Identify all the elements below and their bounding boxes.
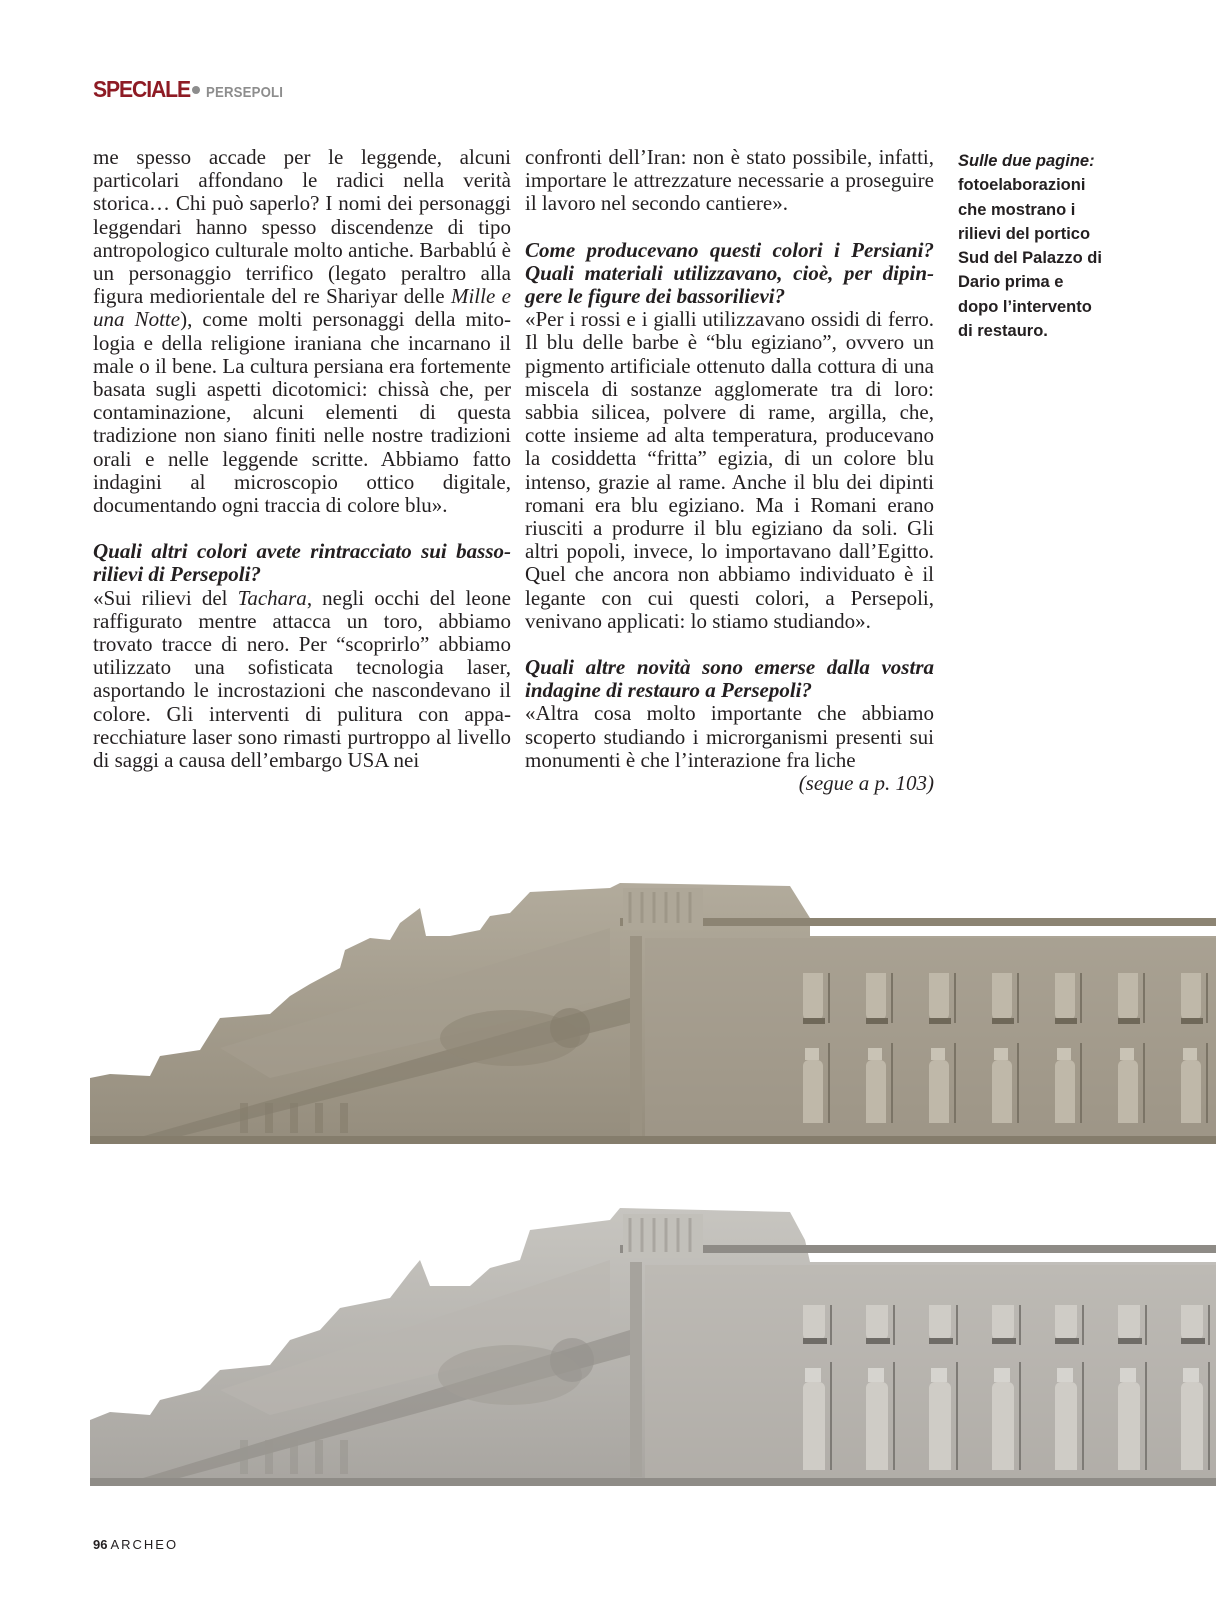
relief-image-before	[90, 878, 1216, 1148]
photo-caption	[958, 149, 1108, 343]
page-footer	[93, 1537, 178, 1552]
text-run: me spesso accade per le leggende, alcuni particolari affondano le radici nella verità storica… Chi può saperlo? I nomi dei personaggi leggendari hanno spesso discendenze di tipo antropologico culturale molto antiche. Barbablú è un personaggio terrifico (legato peraltro alla figura mediorientale del re Shariyar delle	[93, 145, 511, 309]
italic-term: Tachara	[237, 585, 307, 610]
relief-photo-after	[90, 1190, 1216, 1490]
text-run: «Sui rilievi del	[93, 585, 238, 610]
topic-label: PERSEPOLI	[206, 84, 284, 101]
relief-photo-before	[90, 878, 1216, 1148]
paragraph: «Altra cosa molto importante che abbiamo scoperto studiando i microrganismi presenti sui monumenti è che l’interazione fra liche	[525, 701, 934, 772]
italic-title: Mille e una Notte	[93, 284, 511, 332]
paragraph: confronti dell’Iran: non è stato possibile, infatti, importare le attrezzature necessarie a proseguire il lavoro nel secondo cantiere».	[525, 145, 934, 216]
interview-question: Quali altre novità sono emerse dalla vostra indagine di restauro a Persepoli?	[525, 655, 934, 703]
bullet-icon	[192, 86, 200, 94]
interview-question: Quali altri colori avete rintracciato sui bassorilievi di Persepoli?	[93, 539, 511, 587]
text-column-middle	[525, 146, 934, 795]
continued-note: (segue a p. 103)	[798, 771, 934, 796]
magazine-name: ARCHEO	[110, 1537, 179, 1552]
page-number: 96	[93, 1537, 108, 1552]
section-label: SPECIALE	[93, 76, 191, 102]
caption-lead: Sulle due pagine:	[958, 152, 1095, 170]
interview-question: Come producevano questi colori i Persiani? Quali materiali utilizzavano, cioè, per dipingere le figure dei bassorilievi?	[525, 237, 934, 309]
running-header	[93, 76, 294, 106]
paragraph: «Per i rossi e i gialli utilizzavano ossidi di ferro. Il blu delle barbe è “blu egiziano”, ovvero un pigmento artificiale ottenuto dalla cottura di una miscela di sostanze agglomerate tra di loro: sabbia silicea, polvere di rame, argilla, che, cotte insieme ad alta temperatura, producevano la cosiddetta “fritta” egizia, di un colore blu intenso, grazie al rame. Anche il blu dei dipinti romani era blu egiziano. Ma i Romani erano riusciti a produrre il blu egiziano da soli. Gli altri popoli, invece, lo importavano dall’Egitto. Quel che ancora non abbiamo individuato è il legante con cui questi colori, a Persepoli, venivano applicati: lo stiamo studiando».	[525, 307, 934, 633]
text-run: ), come molti personaggi della mitologia e della religione iraniana che incarnano il male o il bene. La cultura persiana era fortemente basata sugli aspetti dicotomici: chissà che, per contaminazione, alcuni elementi di questa tradizione non siano finiti nelle nostre tradizioni orali e nelle leggende scritte. Abbiamo fatto indagini al microscopio ottico digitale, documentando ogni traccia di colore blu».	[93, 307, 511, 518]
relief-image-after	[90, 1190, 1216, 1490]
paragraph	[93, 146, 511, 517]
text-column-left	[93, 146, 511, 772]
caption-body: fotoelaborazioni che mostrano i rilievi del portico Sud del Palazzo di Dario prima e dopo l’intervento di restauro.	[958, 176, 1102, 341]
text-run: , negli occhi del leone raffigurato mentre attacca un toro, abbiamo trovato tracce di nero. Per “scoprirlo” abbiamo utilizzato una sofisticata tecnologia laser, asportando le incrostazioni che nascondevano il colore. Gli interventi di pulitura con apparecchiature laser sono rimasti purtroppo al livello di saggi a causa dell’embargo USA nei	[93, 585, 511, 773]
paragraph	[93, 587, 511, 773]
